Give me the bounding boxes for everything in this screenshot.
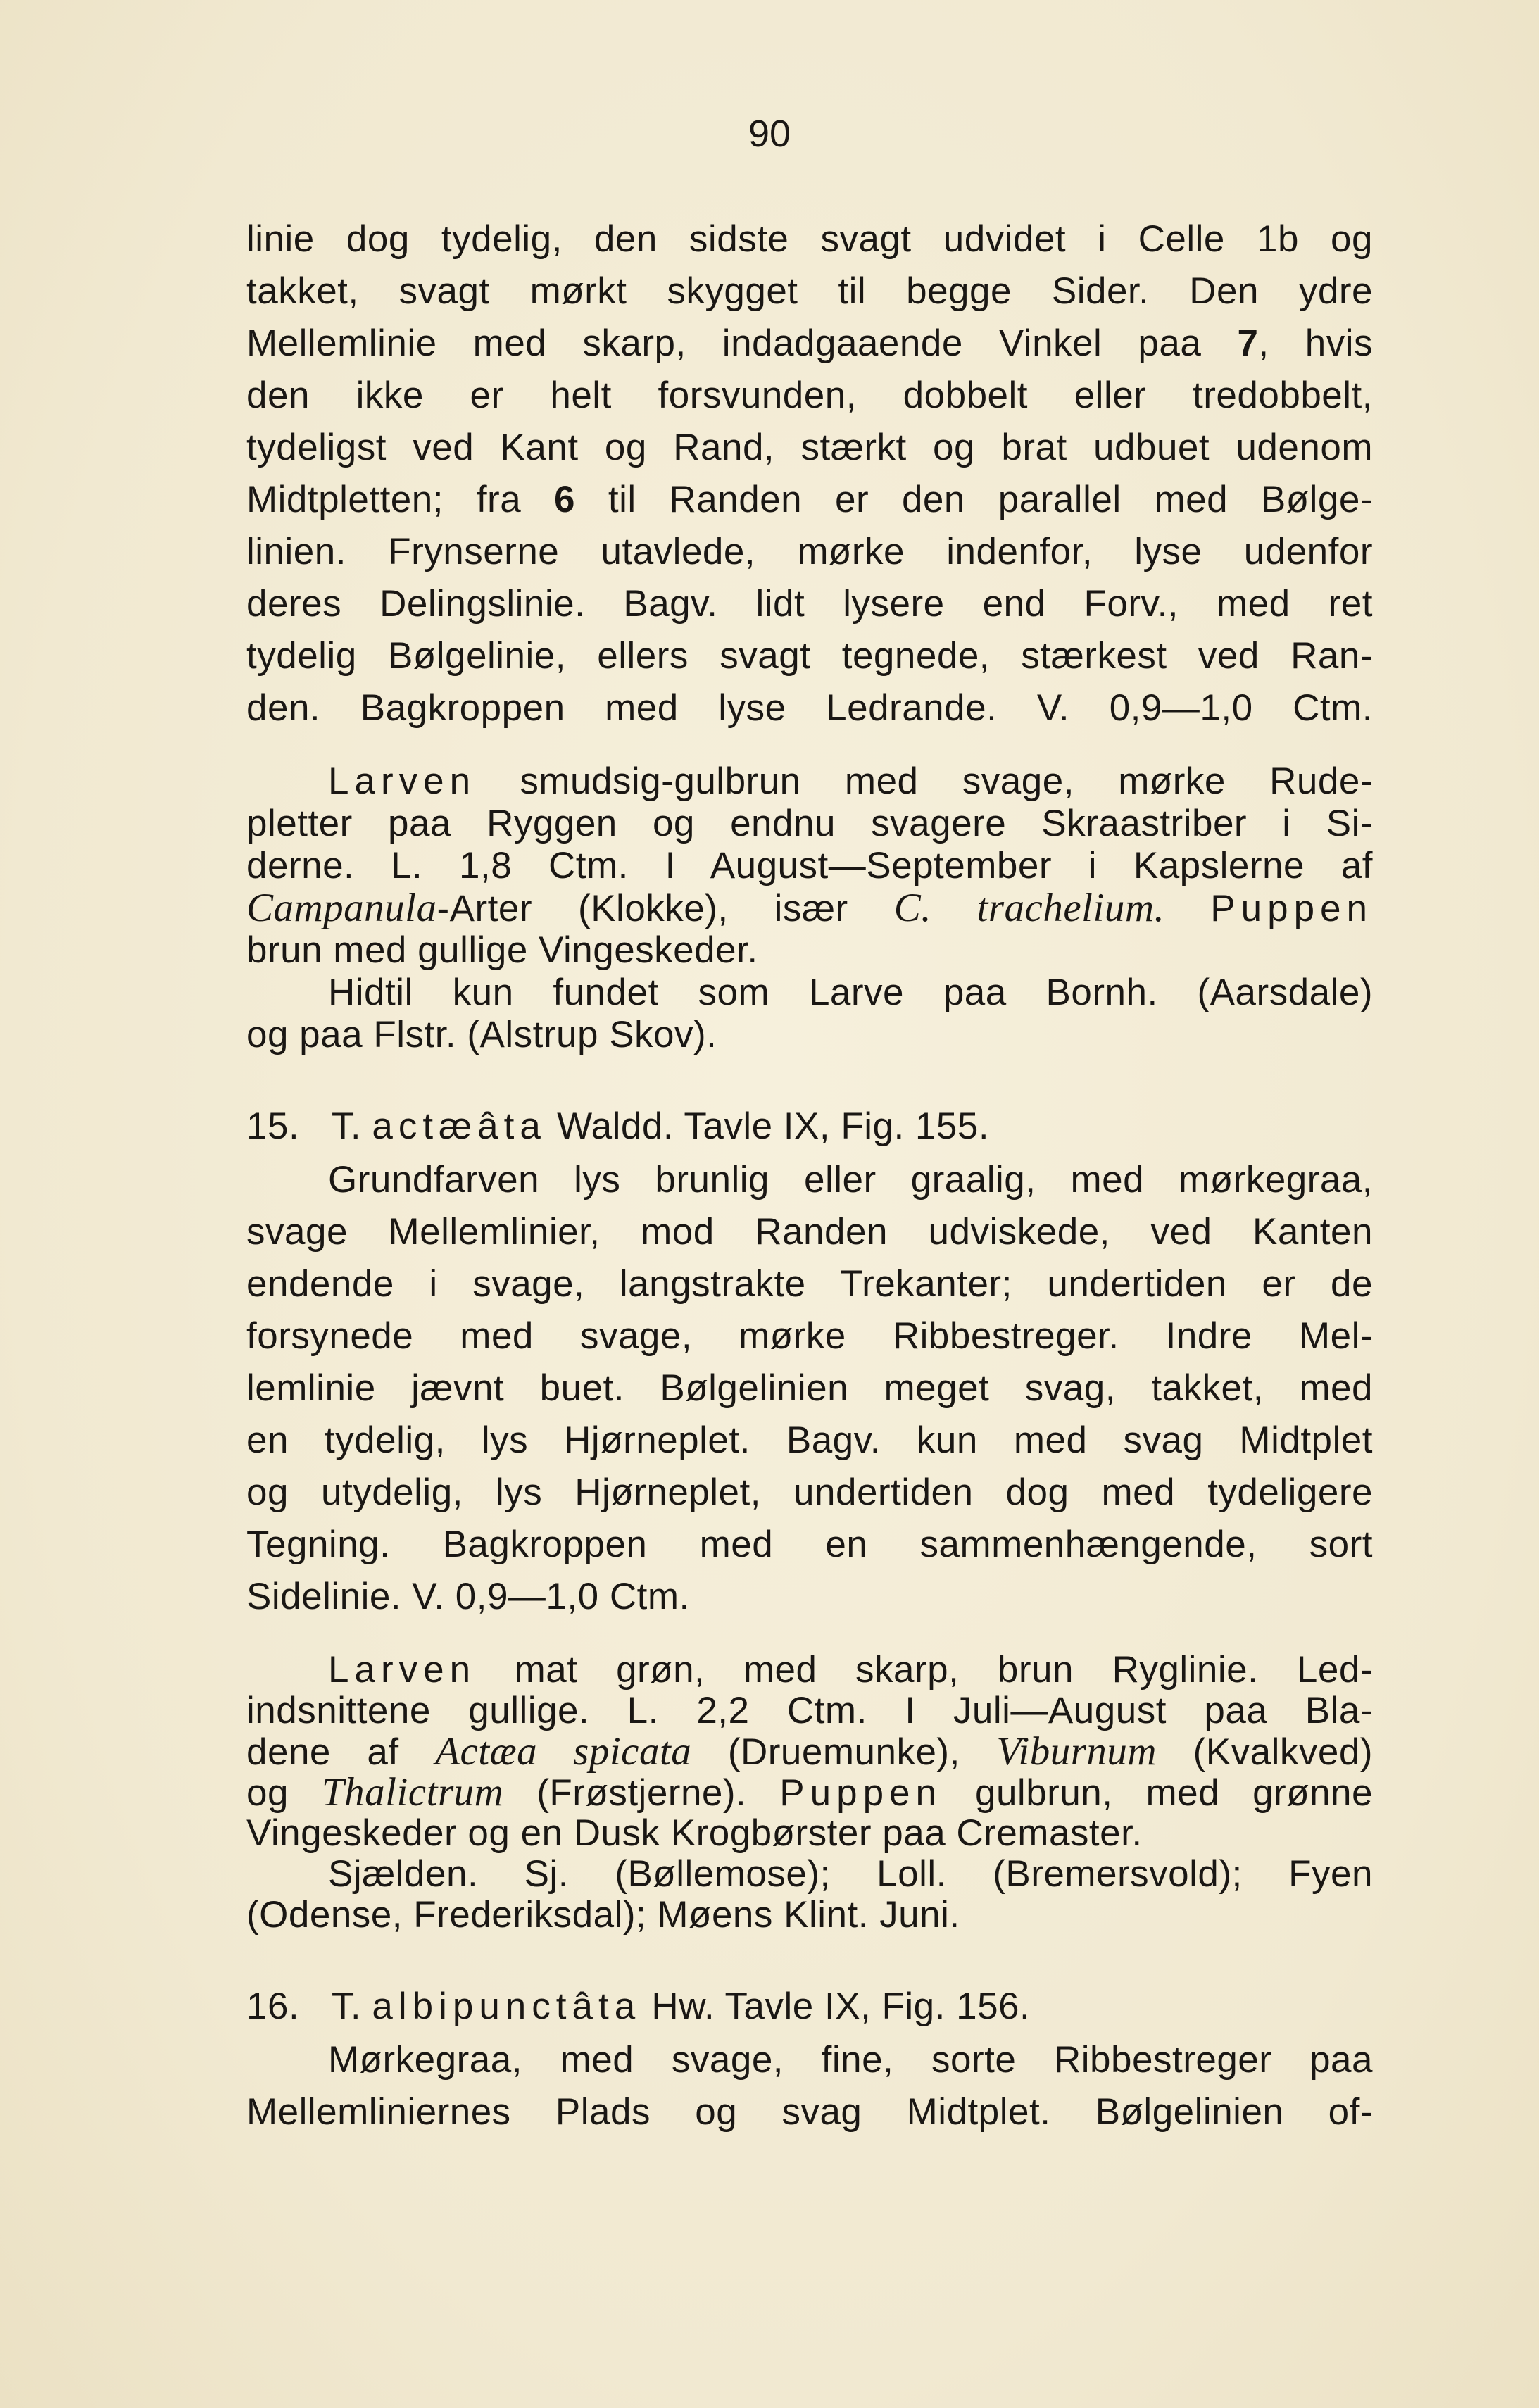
larva-heading: Larven xyxy=(328,760,477,802)
text-line: linie dog tydelig, den sidste svagt udvidet i Celle 1b og xyxy=(246,218,1373,260)
text-line: tydelig Bølgelinie, ellers svagt tegnede, stærkest ved Ran- xyxy=(246,635,1373,677)
text-line: Mellemlinie med skarp, indadgaaende Vinkel paa 7, hvis xyxy=(246,322,1373,364)
taxon-name: C. trachelium. xyxy=(893,886,1165,930)
text-line: brun med gullige Vingeskeder. xyxy=(246,929,758,971)
taxon-name: Viburnum xyxy=(996,1729,1157,1774)
text-line: lemlinie jævnt buet. Bølgelinien meget svag, takket, med xyxy=(246,1367,1373,1409)
species-heading: 16. T. albipunctâta Hw. Tavle IX, Fig. 156. xyxy=(246,1986,1031,2027)
text-line: en tydelig, lys Hjørneplet. Bagv. kun med svag Midtplet xyxy=(246,1419,1373,1461)
text-line: linien. Frynserne utavlede, mørke indenfor, lyse udenfor xyxy=(246,531,1373,572)
text-line: svage Mellemlinier, mod Randen udviskede, ved Kanten xyxy=(246,1211,1373,1253)
species-name: actæâta xyxy=(372,1105,546,1147)
text-line: pletter paa Ryggen og endnu svagere Skraastriber i Si- xyxy=(246,803,1373,844)
text-line: Vingeskeder og en Dusk Krogbørster paa Cremaster. xyxy=(246,1812,1143,1854)
text-line: dene af Actæa spicata (Druemunke), Viburnum (Kvalkved) xyxy=(246,1729,1373,1774)
text-line: Sidelinie. V. 0,9—1,0 Ctm. xyxy=(246,1576,690,1617)
page-number: 90 xyxy=(748,113,791,155)
text-line: takket, svagt mørkt skygget til begge Sider. Den ydre xyxy=(246,270,1373,312)
text-line: Mellemliniernes Plads og svag Midtplet. Bølgelinien of- xyxy=(246,2091,1373,2133)
text-line: den ikke er helt forsvunden, dobbelt eller tredobbelt, xyxy=(246,375,1373,416)
pupa-heading: Puppen xyxy=(1210,888,1373,929)
text-line: og utydelig, lys Hjørneplet, undertiden dog med tydeligere xyxy=(246,1472,1373,1513)
text-line: Hidtil kun fundet som Larve paa Bornh. (Aarsdale) xyxy=(328,972,1373,1013)
text-line: Tegning. Bagkroppen med en sammenhængende, sort xyxy=(246,1524,1373,1565)
text-line: (Odense, Frederiksdal); Møens Klint. Juni. xyxy=(246,1894,960,1936)
text-line: indsnittene gullige. L. 2,2 Ctm. I Juli—August paa Bla- xyxy=(246,1690,1373,1731)
taxon-name: Thalictrum xyxy=(321,1770,504,1814)
species-heading: 15. T. actæâta Waldd. Tavle IX, Fig. 155. xyxy=(246,1105,990,1147)
species-name: albipunctâta xyxy=(372,1986,641,2027)
larva-heading: Larven xyxy=(328,1649,477,1691)
text-line: forsynede med svage, mørke Ribbestreger. Indre Mel- xyxy=(246,1315,1373,1357)
text-line: den. Bagkroppen med lyse Ledrande. V. 0,9—1,0 Ctm. xyxy=(246,687,1373,729)
text-line: og Thalictrum (Frøstjerne). Puppen gulbrun, med grønne xyxy=(246,1770,1373,1814)
text-line: Mørkegraa, med svage, fine, sorte Ribbestreger paa xyxy=(328,2039,1373,2081)
text-line: og paa Flstr. (Alstrup Skov). xyxy=(246,1014,717,1055)
text-line: derne. L. 1,8 Ctm. I August—September i Kapslerne af xyxy=(246,845,1373,886)
text-line: Grundfarven lys brunlig eller graalig, med mørkegraa, xyxy=(328,1159,1373,1200)
text-line: Sjælden. Sj. (Bøllemose); Loll. (Bremersvold); Fyen xyxy=(328,1853,1373,1895)
text-line: Larven smudsig-gulbrun med svage, mørke Rude- xyxy=(328,760,1373,802)
taxon-name: Campanula xyxy=(246,886,437,930)
text-line: Campanula-Arter (Klokke), især C. trachelium. Puppen xyxy=(246,886,1373,930)
text-line: deres Delingslinie. Bagv. lidt lysere end Forv., med ret xyxy=(246,583,1373,625)
text-line: endende i svage, langstrakte Trekanter; undertiden er de xyxy=(246,1263,1373,1305)
text-line: Midtpletten; fra 6 til Randen er den parallel med Bølge- xyxy=(246,479,1373,520)
text-line: tydeligst ved Kant og Rand, stærkt og brat udbuet udenom xyxy=(246,427,1373,468)
taxon-name: Actæa spicata xyxy=(435,1729,692,1774)
pupa-heading: Puppen xyxy=(779,1772,942,1814)
text-line: Larven mat grøn, med skarp, brun Ryglinie. Led- xyxy=(328,1649,1373,1691)
